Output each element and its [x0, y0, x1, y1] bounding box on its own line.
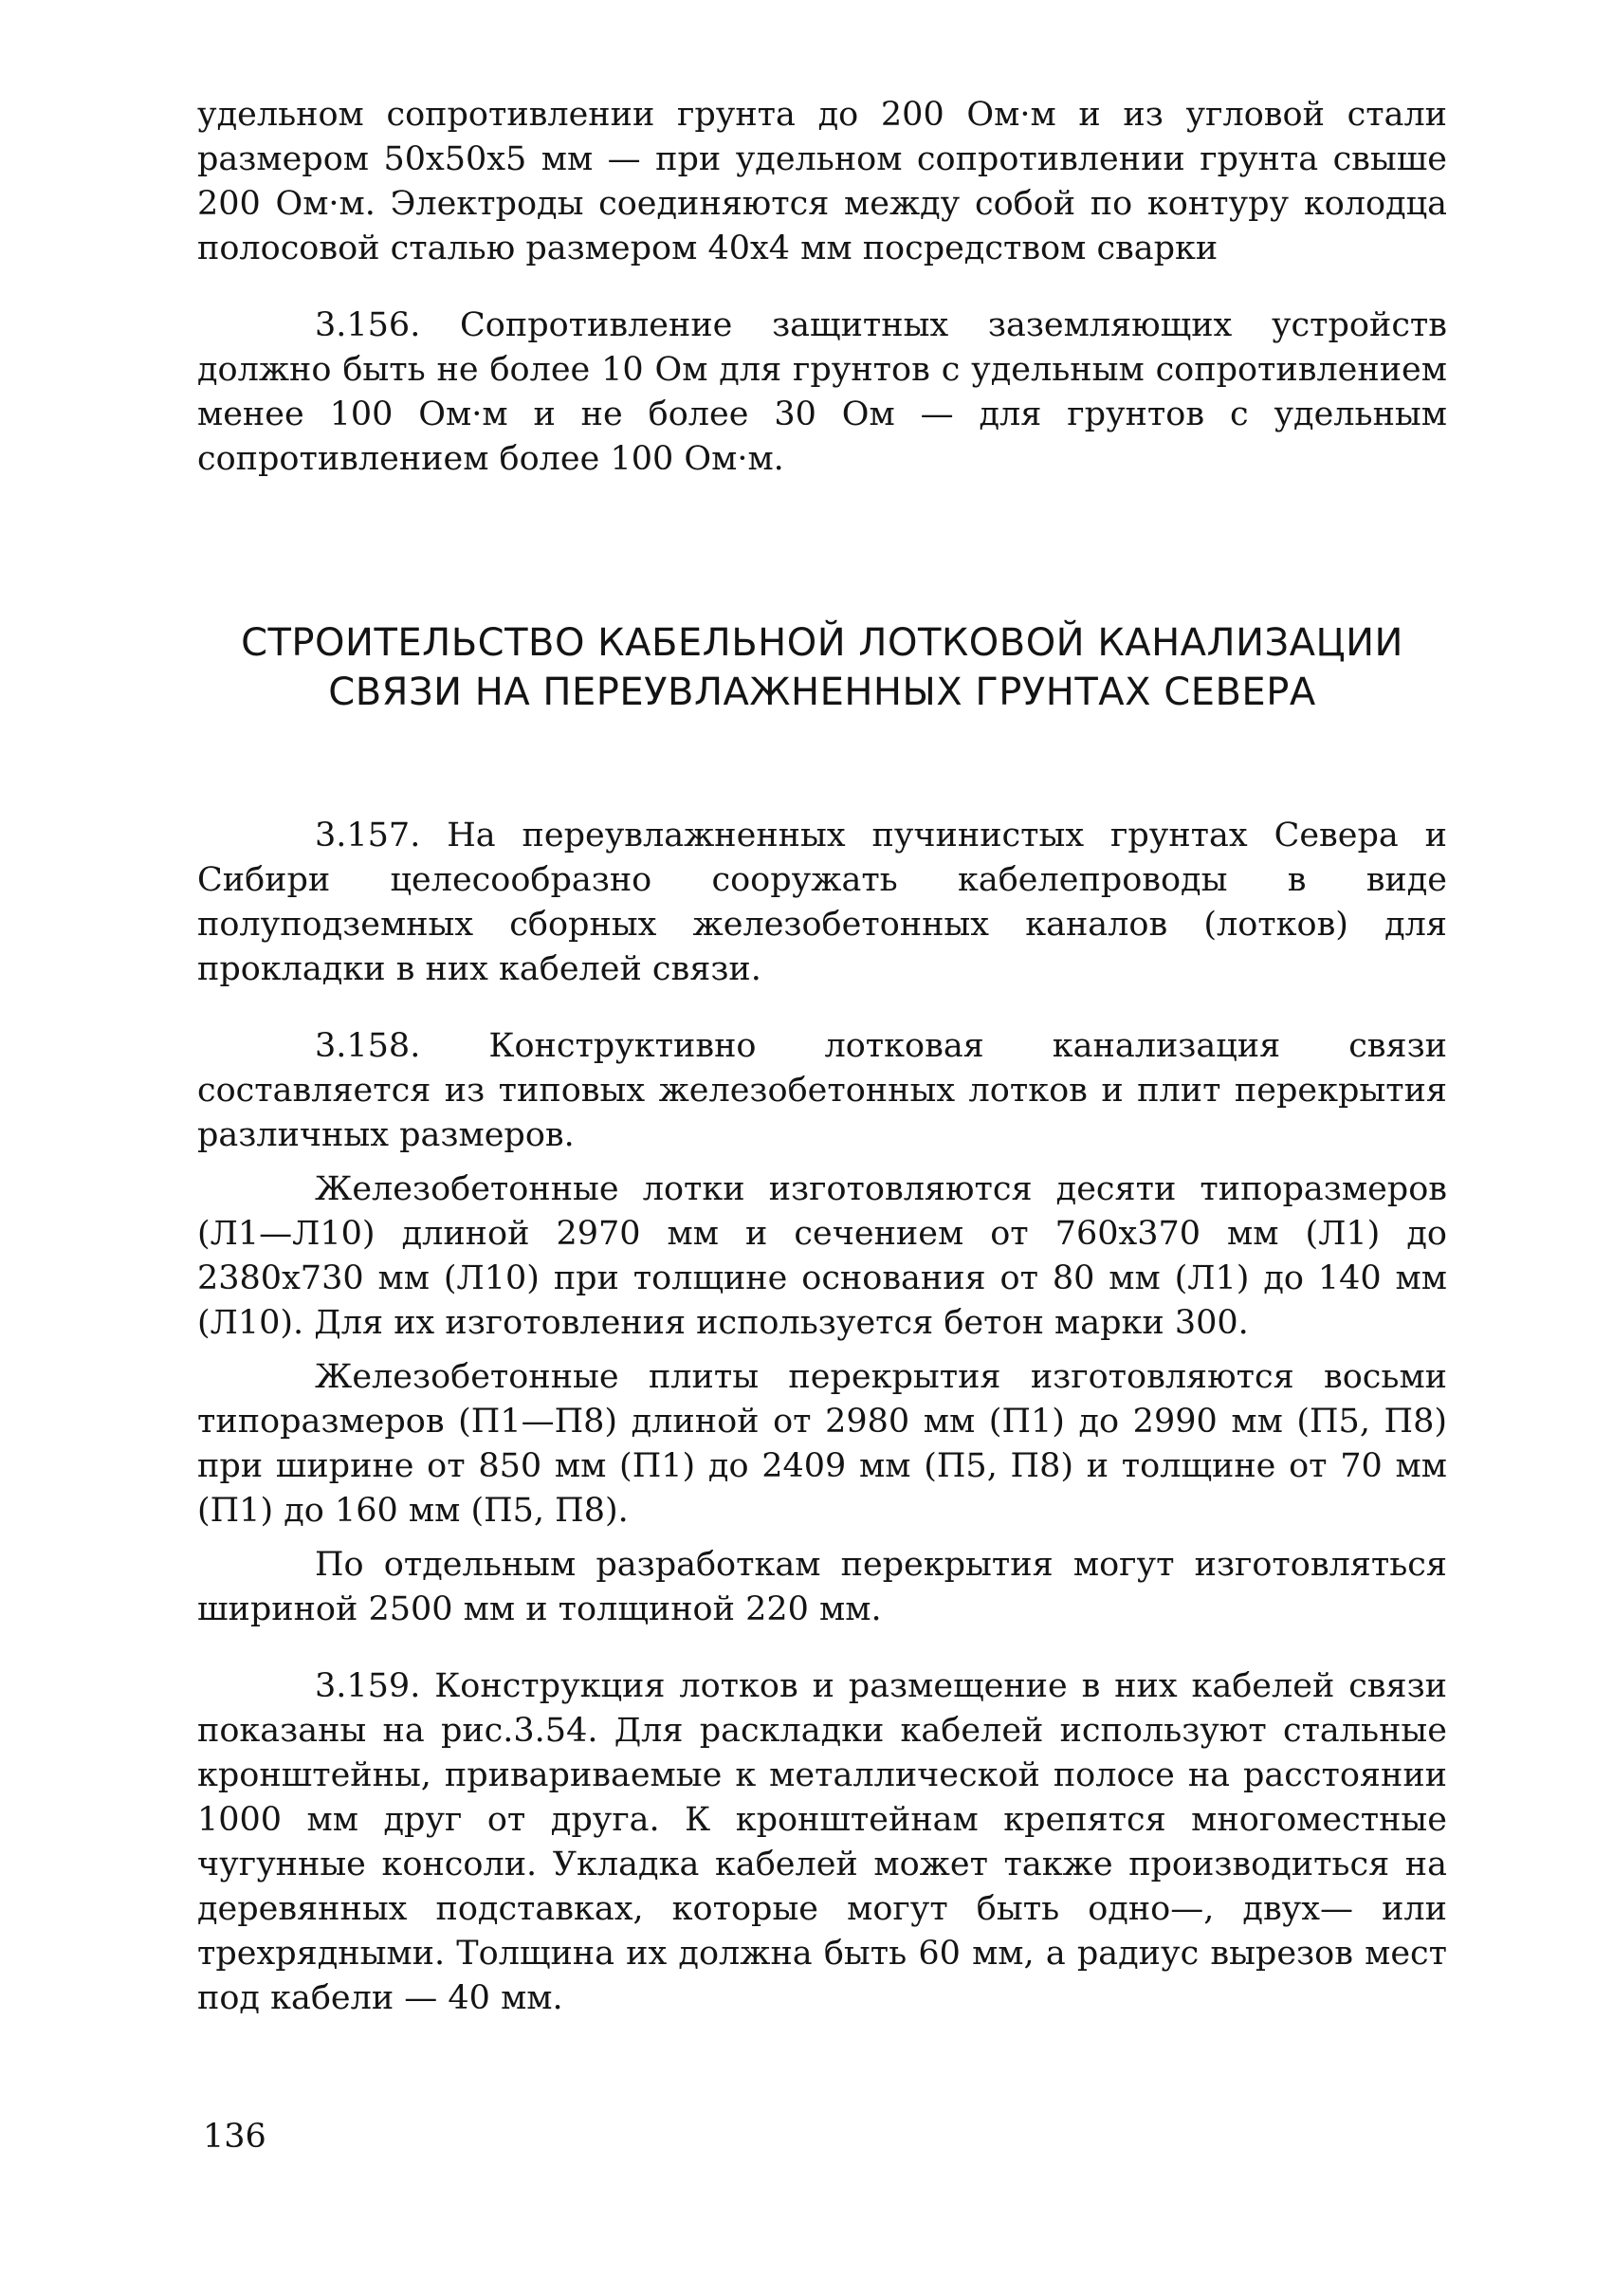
paragraph-3-157: 3.157. На переувлажненных пучинистых грунтах Севера и Сибири целесообразно сооружать кабелепроводы в виде полуподземных сборных железобетонных каналов (лотков) для прокладки в них кабелей связи. — [197, 817, 1447, 988]
paragraph-slabs: Железобетонные плиты перекрытия изготовляются восьми типоразмеров (П1—П8) длиной от 2980 мм (П1) до 2990 мм (П5, П8) при ширине от 850 мм (П1) до 2409 мм (П5, П8) и толщине от 70 мм (П1) до 160 мм (П5, П8). — [197, 1358, 1447, 1530]
paragraph-3-156: 3.156. Сопротивление защитных заземляющих устройств должно быть не более 10 Ом для грунтов с удельным сопротивлением менее 100 Ом·м и не более 30 Ом — для грунтов с удельным сопротивлением более 100 Ом·м. — [197, 306, 1447, 478]
section-heading-line-2: СВЯЗИ НА ПЕРЕУВЛАЖНЕННЫХ ГРУНТАХ СЕВЕРА — [328, 670, 1316, 714]
page-top-block — [197, 93, 1447, 482]
section-heading — [197, 618, 1447, 717]
page-number: 136 — [203, 2118, 266, 2156]
paragraph-custom-slabs: По отдельным разработкам перекрытия могут изготовляться шириной 2500 мм и толщиной 220 мм. — [197, 1546, 1447, 1628]
section-heading-line-1: СТРОИТЕЛЬСТВО КАБЕЛЬНОЙ ЛОТКОВОЙ КАНАЛИЗАЦИИ — [241, 621, 1403, 665]
section-body — [197, 814, 1447, 2021]
paragraph-3-159: 3.159. Конструкция лотков и размещение в них кабелей связи показаны на рис.3.54. Для раскладки кабелей используют стальные кронштейны, привариваемые к металлической полосе на расстоянии 1000 мм друг от друга. К кронштейнам крепятся многоместные чугунные консоли. Укладка кабелей может также производиться на деревянных подставках, которые могут быть одно—, двух— или трехрядными. Толщина их должна быть 60 мм, а радиус вырезов мест под кабели — 40 мм. — [197, 1667, 1447, 2017]
paragraph-3-158: 3.158. Конструктивно лотковая канализация связи составляется из типовых железобетонных лотков и плит перекрытия различных размеров. — [197, 1027, 1447, 1154]
paragraph-continuation: удельном сопротивлении грунта до 200 Ом·м и из угловой стали размером 50х50х5 мм — при удельном сопротивлении грунта свыше 200 Ом·м. Электроды соединяются между собой по контуру колодца полосовой сталью размером 40х4 мм посредством сварки — [197, 96, 1447, 267]
paragraph-trays: Железобетонные лотки изготовляются десяти типоразмеров (Л1—Л10) длиной 2970 мм и сечением от 760х370 мм (Л1) до 2380х730 мм (Л10) при толщине основания от 80 мм (Л1) до 140 мм (Л10). Для их изготовления используется бетон марки 300. — [197, 1170, 1447, 1342]
